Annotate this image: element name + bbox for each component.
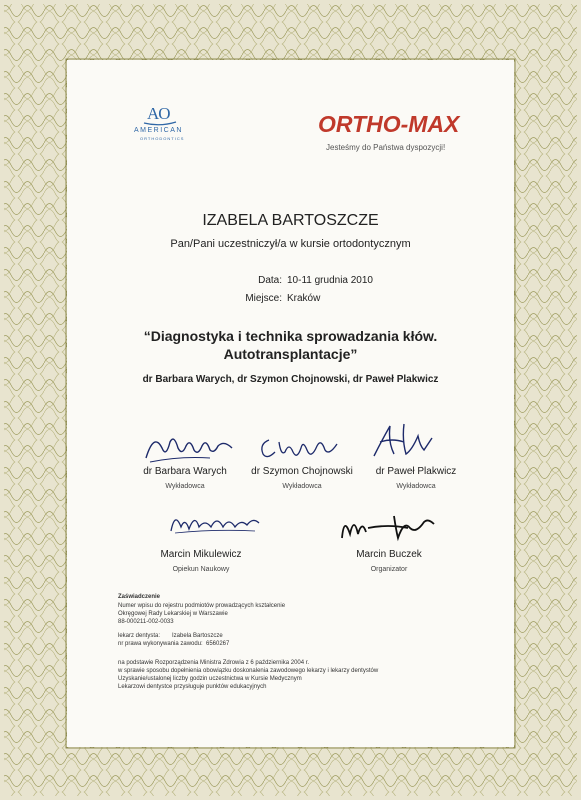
signature-barbara-warych [140, 428, 240, 468]
ao-logo-swoosh [143, 120, 177, 126]
signature-marcin-buczek [338, 510, 438, 542]
signature-szymon-chojnowski [255, 430, 345, 470]
course-title-line-1: “Diagnostyka i technika sprowadzania kłów. [143, 328, 438, 344]
ortho-max-wordmark: ORTHO-MAX [318, 111, 460, 137]
registry-line-1: Numer wpisu do rejestru podmiotów prowadzących kształcenie [118, 603, 286, 609]
ao-logo-text-2: ORTHODONTICS [140, 136, 185, 141]
signatory-role: Wykładowca [165, 483, 205, 490]
legal-line-1: na podstawie Rozporządzenia Ministra Zdrowia z 6 października 2004 r. [118, 660, 310, 666]
fine-print-heading: Zaświadczenie [118, 594, 161, 600]
ao-logo-text-1: AMERICAN [134, 127, 183, 134]
legal-line-3: Uzyskanie/ustalonej liczby godzin uczestnictwa w Kursie Medycznym [118, 676, 302, 682]
signatory-role: Organizator [370, 566, 408, 573]
license-value: 6560267 [206, 641, 230, 647]
signatory-name: dr Paweł Plakwicz [375, 466, 457, 477]
dentist-value: Izabela Bartoszcze [172, 633, 223, 639]
ortho-max-tagline: Jesteśmy do Państwa dyspozycji! [326, 143, 446, 152]
signatory-role: Opiekun Naukowy [172, 566, 230, 573]
ao-logo-mark: AO [147, 104, 170, 123]
signatory-role: Wykładowca [282, 483, 322, 490]
signature-pawel-plakwicz [368, 420, 438, 464]
legal-line-4: Lekarzowi dentystce przysługuje punktów edukacyjnych [118, 684, 267, 690]
recipient-name: IZABELA BARTOSZCZE [202, 212, 379, 229]
signatory-name: dr Szymon Chojnowski [251, 466, 353, 477]
place-value: Kraków [287, 293, 321, 304]
signatory-name: Marcin Buczek [356, 549, 422, 560]
lecturers-line: dr Barbara Warych, dr Szymon Chojnowski, dr Paweł Plakwicz [142, 374, 439, 385]
registry-line-2: Okręgowej Rady Lekarskiej w Warszawie [118, 611, 228, 617]
place-label: Miejsce: [245, 293, 282, 304]
signature-marcin-mikulewicz [165, 505, 265, 539]
signatory-name: dr Barbara Warych [143, 466, 227, 477]
legal-line-2: w sprawie sposobu dopełnienia obowiązku doskonalenia zawodowego lekarzy i lekarzy dentystów [118, 668, 379, 674]
signatory-role: Wykładowca [396, 483, 436, 490]
registry-line-3: 88-000211-002-0033 [118, 619, 174, 625]
date-value: 10-11 grudnia 2010 [287, 275, 373, 286]
participation-text: Pan/Pani uczestniczył/a w kursie ortodontycznym [170, 238, 411, 250]
signatory-name: Marcin Mikulewicz [160, 549, 242, 560]
license-label: nr prawa wykonywania zawodu: [118, 641, 203, 647]
date-label: Data: [258, 275, 282, 286]
course-title-line-2: Autotransplantacje” [223, 346, 358, 362]
dentist-label: lekarz dentysta: [118, 633, 161, 639]
